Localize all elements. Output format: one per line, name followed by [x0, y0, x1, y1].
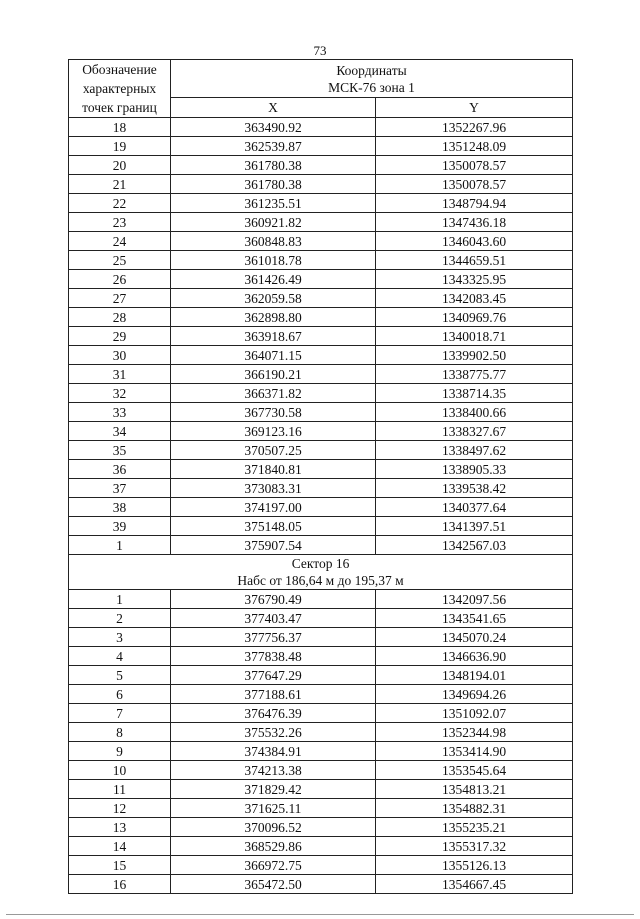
page-number: 73: [313, 43, 327, 58]
y-coordinate-cell: 1351248.09: [376, 137, 573, 156]
y-coordinate-cell: 1341397.51: [376, 517, 573, 536]
table-row: [69, 422, 573, 441]
table-row: [69, 441, 573, 460]
y-coordinate-cell: 1342567.03: [376, 536, 573, 555]
designation-line-3: точек границ: [82, 100, 157, 115]
table-row: [69, 666, 573, 685]
y-coordinate-cell: 1338400.66: [376, 403, 573, 422]
designation-header: [69, 60, 171, 118]
point-number-cell: 35: [69, 441, 171, 460]
table-row: [69, 723, 573, 742]
point-number-cell: 37: [69, 479, 171, 498]
y-coordinate-cell: 1339902.50: [376, 346, 573, 365]
y-coordinate-cell: 1354667.45: [376, 875, 573, 894]
table-row: [69, 156, 573, 175]
x-coordinate-cell: 362059.58: [171, 289, 376, 308]
y-coordinate-cell: 1338497.62: [376, 441, 573, 460]
point-number-cell: 3: [69, 628, 171, 647]
page-edge-line: [6, 914, 634, 915]
point-number-cell: 1: [69, 590, 171, 609]
y-coordinate-cell: 1340377.64: [376, 498, 573, 517]
y-coordinate-cell: 1342083.45: [376, 289, 573, 308]
y-coordinate-cell: 1345070.24: [376, 628, 573, 647]
table-row: [69, 403, 573, 422]
point-number-cell: 31: [69, 365, 171, 384]
x-coordinate-cell: 363490.92: [171, 118, 376, 137]
x-coordinate-cell: 366972.75: [171, 856, 376, 875]
table-row: [69, 365, 573, 384]
table-body-part1: [69, 118, 573, 555]
table-row: [69, 837, 573, 856]
point-number-cell: 2: [69, 609, 171, 628]
point-number-cell: 27: [69, 289, 171, 308]
point-number-cell: 28: [69, 308, 171, 327]
point-number-cell: 8: [69, 723, 171, 742]
point-number-cell: 19: [69, 137, 171, 156]
y-coordinate-cell: 1342097.56: [376, 590, 573, 609]
x-coordinate-cell: 374384.91: [171, 742, 376, 761]
y-header: Y: [376, 98, 573, 118]
designation-line-2: характерных: [82, 81, 157, 96]
table-row: [69, 251, 573, 270]
table-row: [69, 289, 573, 308]
table-row: [69, 175, 573, 194]
x-coordinate-cell: 373083.31: [171, 479, 376, 498]
x-coordinate-cell: 370096.52: [171, 818, 376, 837]
point-number-cell: 38: [69, 498, 171, 517]
point-number-cell: 14: [69, 837, 171, 856]
y-coordinate-cell: 1343541.65: [376, 609, 573, 628]
x-coordinate-cell: 365472.50: [171, 875, 376, 894]
point-number-cell: 24: [69, 232, 171, 251]
section-subtitle-text: Набс от 186,64 м до 195,37 м: [237, 573, 404, 588]
y-coordinate-cell: 1350078.57: [376, 156, 573, 175]
x-header: X: [171, 98, 376, 118]
y-coordinate-cell: 1355126.13: [376, 856, 573, 875]
table-row: [69, 194, 573, 213]
coordinates-table: [68, 59, 573, 894]
x-coordinate-cell: 377188.61: [171, 685, 376, 704]
x-coordinate-cell: 377403.47: [171, 609, 376, 628]
y-coordinate-cell: 1338714.35: [376, 384, 573, 403]
table-row: [69, 780, 573, 799]
x-coordinate-cell: 361780.38: [171, 175, 376, 194]
point-number-cell: 18: [69, 118, 171, 137]
section-title: [69, 555, 573, 590]
table-row: [69, 742, 573, 761]
x-coordinate-cell: 367730.58: [171, 403, 376, 422]
y-coordinate-cell: 1355235.21: [376, 818, 573, 837]
x-coordinate-cell: 370507.25: [171, 441, 376, 460]
x-coordinate-cell: 371625.11: [171, 799, 376, 818]
table-row: [69, 647, 573, 666]
point-number-cell: 15: [69, 856, 171, 875]
y-coordinate-cell: 1338327.67: [376, 422, 573, 441]
y-coordinate-cell: 1343325.95: [376, 270, 573, 289]
table-row: [69, 118, 573, 137]
table-row: [69, 590, 573, 609]
x-coordinate-cell: 368529.86: [171, 837, 376, 856]
table-row: [69, 628, 573, 647]
coordinates-header: [171, 60, 573, 98]
y-coordinate-cell: 1355317.32: [376, 837, 573, 856]
x-coordinate-cell: 369123.16: [171, 422, 376, 441]
x-coordinate-cell: 371840.81: [171, 460, 376, 479]
y-coordinate-cell: 1346043.60: [376, 232, 573, 251]
y-coordinate-cell: 1348794.94: [376, 194, 573, 213]
table-body-part2: [69, 590, 573, 894]
table-row: [69, 609, 573, 628]
point-number-cell: 9: [69, 742, 171, 761]
point-number-cell: 23: [69, 213, 171, 232]
y-coordinate-cell: 1339538.42: [376, 479, 573, 498]
y-coordinate-cell: 1344659.51: [376, 251, 573, 270]
y-coordinate-cell: 1354813.21: [376, 780, 573, 799]
table-row: [69, 799, 573, 818]
x-coordinate-cell: 362898.80: [171, 308, 376, 327]
point-number-cell: 39: [69, 517, 171, 536]
x-coordinate-cell: 362539.87: [171, 137, 376, 156]
point-number-cell: 22: [69, 194, 171, 213]
table-row: [69, 856, 573, 875]
y-coordinate-cell: 1346636.90: [376, 647, 573, 666]
y-coordinate-cell: 1353414.90: [376, 742, 573, 761]
y-coordinate-cell: 1338905.33: [376, 460, 573, 479]
y-coordinate-cell: 1338775.77: [376, 365, 573, 384]
x-coordinate-cell: 376790.49: [171, 590, 376, 609]
x-coordinate-cell: 376476.39: [171, 704, 376, 723]
point-number-cell: 32: [69, 384, 171, 403]
y-coordinate-cell: 1351092.07: [376, 704, 573, 723]
point-number-cell: 1: [69, 536, 171, 555]
table-row: [69, 232, 573, 251]
y-coordinate-cell: 1340969.76: [376, 308, 573, 327]
x-coordinate-cell: 361780.38: [171, 156, 376, 175]
point-number-cell: 33: [69, 403, 171, 422]
x-coordinate-cell: 363918.67: [171, 327, 376, 346]
point-number-cell: 10: [69, 761, 171, 780]
y-coordinate-cell: 1350078.57: [376, 175, 573, 194]
x-coordinate-cell: 361426.49: [171, 270, 376, 289]
point-number-cell: 21: [69, 175, 171, 194]
designation-line-1: Обозначение: [82, 62, 157, 77]
y-coordinate-cell: 1347436.18: [376, 213, 573, 232]
table-row: [69, 479, 573, 498]
point-number-cell: 26: [69, 270, 171, 289]
x-coordinate-cell: 377838.48: [171, 647, 376, 666]
x-coordinate-cell: 361018.78: [171, 251, 376, 270]
x-coordinate-cell: 371829.42: [171, 780, 376, 799]
table-row: [69, 875, 573, 894]
coordinates-system: МСК-76 зона 1: [328, 79, 415, 95]
x-coordinate-cell: 366190.21: [171, 365, 376, 384]
y-coordinate-cell: 1352267.96: [376, 118, 573, 137]
y-coordinate-cell: 1340018.71: [376, 327, 573, 346]
point-number-cell: 25: [69, 251, 171, 270]
table-row: [69, 536, 573, 555]
point-number-cell: 12: [69, 799, 171, 818]
x-coordinate-cell: 366371.82: [171, 384, 376, 403]
x-coordinate-cell: 377647.29: [171, 666, 376, 685]
point-number-cell: 6: [69, 685, 171, 704]
point-number-cell: 4: [69, 647, 171, 666]
table-row: [69, 498, 573, 517]
x-coordinate-cell: 364071.15: [171, 346, 376, 365]
table-row: [69, 761, 573, 780]
table-row: [69, 384, 573, 403]
table-row: [69, 308, 573, 327]
y-coordinate-cell: 1353545.64: [376, 761, 573, 780]
x-coordinate-cell: 374213.38: [171, 761, 376, 780]
y-coordinate-cell: 1352344.98: [376, 723, 573, 742]
point-number-cell: 20: [69, 156, 171, 175]
x-coordinate-cell: 375907.54: [171, 536, 376, 555]
coordinates-title: Координаты: [336, 62, 407, 78]
point-number-cell: 11: [69, 780, 171, 799]
table-row: [69, 685, 573, 704]
point-number-cell: 16: [69, 875, 171, 894]
point-number-cell: 29: [69, 327, 171, 346]
table-row: [69, 460, 573, 479]
table-row: [69, 704, 573, 723]
x-coordinate-cell: 360921.82: [171, 213, 376, 232]
x-coordinate-cell: 374197.00: [171, 498, 376, 517]
x-coordinate-cell: 375148.05: [171, 517, 376, 536]
point-number-cell: 7: [69, 704, 171, 723]
table-row: [69, 213, 573, 232]
y-coordinate-cell: 1348194.01: [376, 666, 573, 685]
section-title-row: [69, 555, 573, 590]
section-header: [69, 555, 573, 590]
x-coordinate-cell: 375532.26: [171, 723, 376, 742]
point-number-cell: 36: [69, 460, 171, 479]
x-coordinate-cell: 377756.37: [171, 628, 376, 647]
point-number-cell: 34: [69, 422, 171, 441]
table-row: [69, 517, 573, 536]
table-row: [69, 270, 573, 289]
y-coordinate-cell: 1354882.31: [376, 799, 573, 818]
table-row: [69, 327, 573, 346]
table-row: [69, 818, 573, 837]
table-row: [69, 137, 573, 156]
point-number-cell: 5: [69, 666, 171, 685]
table-row: [69, 346, 573, 365]
y-coordinate-cell: 1349694.26: [376, 685, 573, 704]
point-number-cell: 30: [69, 346, 171, 365]
section-title-text: Сектор 16: [291, 556, 350, 571]
header-row-top: [69, 60, 573, 98]
x-coordinate-cell: 360848.83: [171, 232, 376, 251]
point-number-cell: 13: [69, 818, 171, 837]
x-coordinate-cell: 361235.51: [171, 194, 376, 213]
